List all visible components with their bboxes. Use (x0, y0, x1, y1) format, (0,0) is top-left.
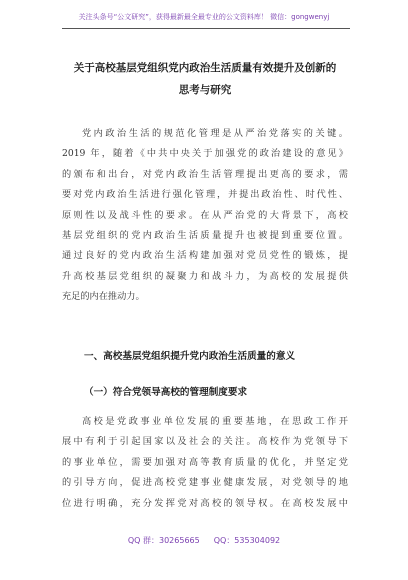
paragraph-line: 党内政治生活的规范化管理是从严治党落实的关键。 (82, 128, 348, 139)
qq-group-text: QQ 群：30265665 (127, 536, 200, 545)
paragraph-line: 2019 年，随着《中共中央关于加强党的政治建设的意见》 (62, 148, 348, 160)
intro-paragraph (62, 124, 348, 308)
paragraph-line: 升高校基层党组织的凝聚力和战斗力，为高校的发展提供 (62, 270, 348, 282)
footer-contact (0, 535, 408, 546)
subsection-heading: （一）符合党领导高校的管理制度要求 (84, 387, 248, 398)
header-banner: 关注头条号“公文研究”，获得最新最全最专业的公文资料库！ 微信：gongwenyj (78, 13, 330, 21)
paragraph-line: 的引导方向，促进高校党建事业健康发展，对党领导的地 (62, 477, 348, 489)
subsection-paragraph (62, 412, 348, 514)
document-title-line-1: 关于高校基层党组织党内政治生活质量有效提升及创新的 (73, 62, 337, 74)
paragraph-line: 基层党组织的党内政治生活质量提升也被提到重要位置。 (62, 229, 348, 241)
paragraph-line: 高校是党政事业单位发展的重要基地，在思政工作开 (82, 416, 348, 427)
paragraph-line: 展中有利于引起国家以及社会的关注。高校作为党领导下 (62, 436, 348, 448)
document-title-line-2: 思考与研究 (178, 84, 232, 96)
header-divider (62, 28, 350, 29)
paragraph-line: 位进行明确，充分发挥党对高校的领导权。在高校发展中 (62, 497, 348, 509)
paragraph-line: 要对党内政治生活进行强化管理，并提出政治性、时代性、 (62, 189, 348, 201)
paragraph-line: 通过良好的党内政治生活构建加强对党员党性的锻炼，提 (62, 250, 348, 262)
paragraph-line: 的事业单位，需要加强对高等教育质量的优化，并坚定党 (62, 456, 348, 468)
section-heading: 一、高校基层党组织提升党内政治生活质量的意义 (84, 351, 296, 362)
paragraph-line: 充足的内在推动力。 (62, 291, 145, 303)
paragraph-line: 原则性以及战斗性的要求。在从严治党的大背景下，高校 (62, 209, 348, 221)
paragraph-line: 的颁布和出台，对党内政治生活管理提出更高的要求，需 (62, 168, 348, 180)
qq-text: QQ：535304092 (213, 536, 281, 545)
